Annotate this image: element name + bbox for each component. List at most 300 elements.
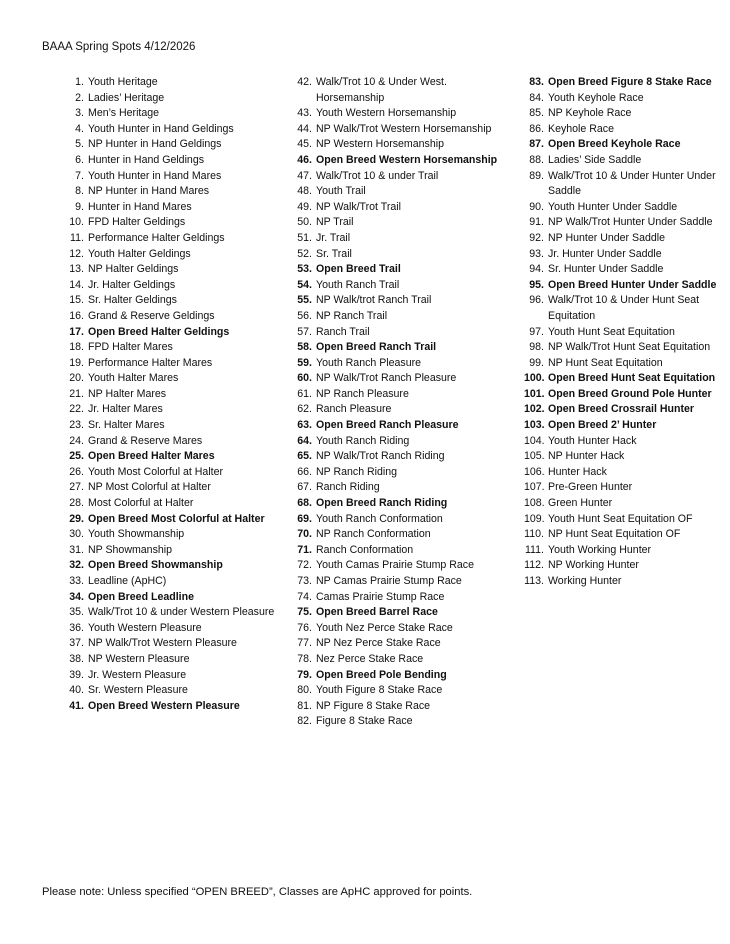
- list-item: [524, 340, 720, 356]
- item-label: Sr. Halter Geldings: [88, 294, 177, 307]
- item-number: 61.: [297, 387, 312, 400]
- item-number: 99.: [529, 356, 544, 369]
- item-label: Open Breed Ranch Riding: [316, 497, 448, 510]
- item-number: 102.: [524, 403, 545, 416]
- item-label: Youth Hunter in Hand Geldings: [88, 122, 234, 135]
- list-item: [524, 169, 720, 200]
- item-label: Youth Hunter in Hand Mares: [88, 169, 222, 182]
- item-number: 35.: [69, 606, 84, 619]
- item-number: 25.: [69, 450, 84, 463]
- item-number: 12.: [69, 247, 84, 260]
- item-number: 37.: [69, 637, 84, 650]
- item-label: Open Breed Western Pleasure: [88, 699, 240, 712]
- item-number: 109.: [524, 512, 545, 525]
- item-number: 27.: [69, 481, 84, 494]
- item-number: 17.: [69, 325, 84, 338]
- list-item: [290, 387, 516, 403]
- list-item: [62, 293, 284, 309]
- class-list-column-1: [62, 75, 284, 714]
- list-item: [62, 91, 284, 107]
- list-item: [290, 480, 516, 496]
- item-label: NP Halter Mares: [88, 387, 167, 400]
- item-number: 83.: [529, 76, 544, 88]
- item-label: Open Breed Keyhole Race: [548, 138, 681, 151]
- item-label: Youth Ranch Conformation: [316, 512, 443, 525]
- item-number: 7.: [75, 169, 84, 182]
- item-label: Youth Working Hunter: [548, 543, 652, 556]
- item-label: Open Breed Ground Pole Hunter: [548, 387, 712, 400]
- item-number: 86.: [529, 122, 544, 135]
- item-number: 104.: [524, 434, 545, 447]
- item-label: NP Walk/Trot Western Pleasure: [88, 637, 237, 650]
- item-number: 20.: [69, 372, 84, 385]
- list-item: [290, 153, 516, 169]
- item-label: FPD Halter Geldings: [88, 216, 186, 229]
- list-item: [524, 543, 720, 559]
- list-item: [524, 496, 720, 512]
- item-label: Grand & Reserve Mares: [88, 434, 203, 447]
- item-label: NP Figure 8 Stake Race: [316, 699, 431, 712]
- item-label: Leadline (ApHC): [88, 575, 167, 587]
- item-number: 38.: [69, 652, 84, 665]
- item-label: NP Walk/Trot Hunter Under Saddle: [548, 216, 713, 229]
- item-label: Youth Hunter Under Saddle: [548, 200, 678, 213]
- item-label: Youth Hunter Hack: [548, 434, 637, 447]
- item-label: Youth Western Pleasure: [88, 621, 202, 634]
- list-item: [62, 122, 284, 138]
- list-item: [62, 605, 284, 621]
- list-item: [524, 325, 720, 341]
- item-number: 63.: [297, 419, 312, 432]
- list-item: [62, 106, 284, 122]
- item-label: Keyhole Race: [548, 122, 614, 135]
- list-item: [290, 231, 516, 247]
- item-number: 60.: [297, 372, 312, 385]
- item-number: 48.: [297, 185, 312, 198]
- list-item: [290, 278, 516, 294]
- item-number: 32.: [69, 559, 84, 572]
- list-item: [290, 356, 516, 372]
- item-number: 41.: [69, 699, 84, 712]
- item-number: 57.: [297, 325, 312, 338]
- item-number: 64.: [297, 434, 312, 447]
- item-label: Youth Western Horsemanship: [316, 107, 457, 120]
- list-item: [62, 153, 284, 169]
- list-item: [290, 652, 516, 668]
- list-item: [62, 418, 284, 434]
- item-number: 71.: [297, 543, 312, 556]
- item-number: 91.: [529, 216, 544, 229]
- item-label: Open Breed Western Horsemanship: [316, 153, 498, 166]
- item-number: 77.: [297, 637, 312, 650]
- item-number: 69.: [297, 512, 312, 525]
- item-label: Walk/Trot 10 & Under Hunt Seat Equitation: [548, 294, 700, 322]
- item-number: 3.: [75, 107, 84, 120]
- list-item: [62, 449, 284, 465]
- item-number: 21.: [69, 387, 84, 400]
- list-item: [290, 558, 516, 574]
- list-item: [524, 122, 720, 138]
- item-number: 16.: [69, 309, 84, 322]
- item-number: 13.: [69, 263, 84, 276]
- list-item: [524, 371, 720, 387]
- item-number: 36.: [69, 621, 84, 634]
- list-item: [524, 465, 720, 481]
- class-list-column-3: [524, 75, 720, 590]
- item-label: Figure 8 Stake Race: [316, 715, 413, 728]
- list-item: [290, 184, 516, 200]
- item-number: 73.: [297, 575, 312, 587]
- list-item: [62, 621, 284, 637]
- item-label: NP Nez Perce Stake Race: [316, 637, 441, 650]
- item-number: 55.: [297, 294, 312, 307]
- list-item: [62, 184, 284, 200]
- item-number: 94.: [529, 263, 544, 276]
- item-label: Open Breed Leadline: [88, 590, 194, 603]
- item-number: 45.: [297, 138, 312, 151]
- item-number: 50.: [297, 216, 312, 229]
- list-item: [524, 215, 720, 231]
- list-item: [62, 278, 284, 294]
- item-label: Youth Halter Mares: [88, 372, 179, 385]
- item-label: NP Hunter Hack: [548, 450, 625, 463]
- list-item: [290, 621, 516, 637]
- item-label: Sr. Trail: [316, 247, 352, 260]
- list-item: [524, 449, 720, 465]
- list-item: [62, 465, 284, 481]
- item-label: Open Breed Halter Mares: [88, 450, 215, 463]
- list-item: [524, 153, 720, 169]
- item-label: NP Working Hunter: [548, 559, 639, 572]
- list-item: [62, 75, 284, 91]
- list-item: [524, 418, 720, 434]
- item-number: 110.: [524, 528, 544, 541]
- item-number: 2.: [75, 91, 84, 104]
- item-number: 44.: [297, 122, 312, 135]
- list-item: [524, 356, 720, 372]
- list-item: [62, 231, 284, 247]
- list-item: [524, 387, 720, 403]
- item-label: Open Breed Hunt Seat Equitation: [548, 372, 716, 385]
- list-item: [524, 91, 720, 107]
- list-item: [524, 293, 720, 324]
- item-number: 105.: [524, 450, 545, 463]
- item-number: 81.: [297, 699, 312, 712]
- item-number: 101.: [524, 387, 545, 400]
- list-item: [62, 262, 284, 278]
- list-item: [62, 371, 284, 387]
- item-number: 47.: [297, 169, 312, 182]
- item-label: Sr. Hunter Under Saddle: [548, 263, 664, 276]
- list-item: [290, 325, 516, 341]
- list-item: [290, 340, 516, 356]
- list-item: [290, 527, 516, 543]
- item-number: 54.: [297, 278, 312, 291]
- list-item: [290, 169, 516, 185]
- list-item: [62, 496, 284, 512]
- item-label: Youth Ranch Riding: [316, 434, 410, 447]
- list-item: [62, 574, 284, 590]
- item-number: 43.: [297, 107, 312, 120]
- list-item: [62, 200, 284, 216]
- item-label: NP Walk/Trot Ranch Pleasure: [316, 372, 457, 385]
- item-number: 89.: [529, 169, 544, 182]
- list-item: [62, 683, 284, 699]
- list-item: [290, 200, 516, 216]
- item-number: 98.: [529, 341, 544, 354]
- list-item: [62, 402, 284, 418]
- item-label: NP Ranch Riding: [316, 465, 398, 478]
- item-label: Youth Most Colorful at Halter: [88, 465, 224, 478]
- item-label: Youth Ranch Pleasure: [316, 356, 422, 369]
- item-label: Open Breed Ranch Pleasure: [316, 419, 459, 432]
- list-item: [62, 137, 284, 153]
- item-number: 18.: [69, 341, 84, 354]
- item-number: 58.: [297, 341, 312, 354]
- item-number: 80.: [297, 684, 312, 697]
- item-number: 88.: [529, 153, 544, 166]
- list-item: [62, 309, 284, 325]
- item-number: 15.: [69, 294, 84, 307]
- item-number: 113.: [524, 575, 544, 587]
- item-label: NP Hunter in Hand Geldings: [88, 138, 222, 151]
- list-item: [290, 247, 516, 263]
- item-label: Open Breed Showmanship: [88, 559, 223, 572]
- list-item: [290, 106, 516, 122]
- list-item: [524, 137, 720, 153]
- item-number: 72.: [297, 559, 312, 572]
- list-item: [62, 340, 284, 356]
- item-label: Open Breed Pole Bending: [316, 668, 447, 681]
- item-label: Men’s Heritage: [88, 107, 160, 120]
- list-item: [62, 434, 284, 450]
- list-item: [62, 527, 284, 543]
- item-number: 4.: [75, 122, 84, 135]
- item-label: Ranch Conformation: [316, 543, 414, 556]
- list-item: [290, 543, 516, 559]
- item-label: Hunter in Hand Geldings: [88, 153, 205, 166]
- list-item: [290, 402, 516, 418]
- item-label: Open Breed 2’ Hunter: [548, 419, 657, 432]
- item-label: NP Hunter Under Saddle: [548, 231, 665, 244]
- list-item: [524, 558, 720, 574]
- item-number: 59.: [297, 356, 312, 369]
- item-label: Youth Trail: [316, 185, 366, 198]
- item-label: Youth Hunt Seat Equitation OF: [548, 512, 693, 525]
- item-number: 66.: [297, 465, 312, 478]
- item-number: 52.: [297, 247, 312, 260]
- item-label: NP Halter Geldings: [88, 263, 179, 276]
- item-label: Ladies’ Side Saddle: [548, 153, 642, 166]
- list-item: [524, 527, 720, 543]
- item-number: 62.: [297, 403, 312, 416]
- item-label: Open Breed Halter Geldings: [88, 325, 230, 338]
- item-label: Youth Keyhole Race: [548, 91, 644, 104]
- item-number: 65.: [297, 450, 312, 463]
- list-item: [62, 480, 284, 496]
- item-label: Open Breed Ranch Trail: [316, 341, 437, 354]
- item-number: 34.: [69, 590, 84, 603]
- item-number: 10.: [69, 216, 84, 229]
- item-label: NP Most Colorful at Halter: [88, 481, 211, 494]
- item-label: Walk/Trot 10 & Under West. Horsemanship: [316, 76, 447, 104]
- item-number: 74.: [297, 590, 312, 603]
- item-label: NP Showmanship: [88, 543, 173, 556]
- item-label: Walk/Trot 10 & under Trail: [316, 169, 439, 182]
- item-number: 46.: [297, 153, 312, 166]
- list-item: [524, 480, 720, 496]
- list-item: [290, 574, 516, 590]
- item-number: 108.: [524, 497, 545, 510]
- item-label: Sr. Halter Mares: [88, 419, 165, 432]
- list-item: [524, 200, 720, 216]
- list-item: [290, 449, 516, 465]
- item-number: 19.: [69, 356, 84, 369]
- item-label: NP Camas Prairie Stump Race: [316, 575, 462, 587]
- item-number: 75.: [297, 606, 312, 619]
- item-number: 5.: [75, 138, 84, 151]
- list-item: [524, 402, 720, 418]
- item-number: 39.: [69, 668, 84, 681]
- item-number: 79.: [297, 668, 312, 681]
- item-number: 93.: [529, 247, 544, 260]
- list-item: [62, 543, 284, 559]
- item-label: NP Keyhole Race: [548, 107, 632, 120]
- list-item: [524, 262, 720, 278]
- item-label: NP Ranch Pleasure: [316, 387, 409, 400]
- item-number: 11.: [70, 231, 84, 244]
- item-number: 92.: [529, 231, 544, 244]
- list-item: [62, 590, 284, 606]
- list-item: [62, 636, 284, 652]
- item-label: NP Hunt Seat Equitation: [548, 356, 663, 369]
- list-item: [290, 465, 516, 481]
- item-number: 106.: [524, 465, 545, 478]
- item-number: 24.: [69, 434, 84, 447]
- list-item: [290, 512, 516, 528]
- item-label: FPD Halter Mares: [88, 341, 173, 354]
- item-label: Ranch Riding: [316, 481, 380, 494]
- item-number: 78.: [297, 652, 312, 665]
- item-label: Hunter in Hand Mares: [88, 200, 192, 213]
- item-label: NP Western Pleasure: [88, 652, 190, 665]
- item-label: Youth Heritage: [88, 76, 158, 88]
- item-number: 97.: [529, 325, 544, 338]
- list-item: [524, 247, 720, 263]
- list-item: [62, 512, 284, 528]
- item-label: NP Walk/Trot Ranch Riding: [316, 450, 445, 463]
- item-number: 90.: [529, 200, 544, 213]
- list-item: [524, 231, 720, 247]
- item-label: NP Trail: [316, 216, 354, 229]
- item-label: Grand & Reserve Geldings: [88, 309, 215, 322]
- item-label: Youth Camas Prairie Stump Race: [316, 559, 475, 572]
- item-number: 82.: [297, 715, 312, 728]
- item-label: Working Hunter: [548, 575, 622, 587]
- item-label: Youth Halter Geldings: [88, 247, 191, 260]
- item-number: 56.: [297, 309, 312, 322]
- item-number: 23.: [69, 419, 84, 432]
- list-item: [62, 652, 284, 668]
- item-label: Open Breed Trail: [316, 263, 401, 276]
- footer-note: Please note: Unless specified “OPEN BREED”, Classes are ApHC approved for points.: [42, 886, 473, 898]
- item-label: Youth Hunt Seat Equitation: [548, 325, 675, 338]
- list-item: [62, 699, 284, 715]
- list-item: [62, 215, 284, 231]
- item-number: 70.: [297, 528, 312, 541]
- list-item: [290, 605, 516, 621]
- item-label: Jr. Halter Mares: [88, 403, 163, 416]
- item-number: 40.: [69, 684, 84, 697]
- item-label: NP Hunt Seat Equitation OF: [548, 528, 681, 541]
- item-number: 51.: [297, 231, 312, 244]
- item-label: Youth Ranch Trail: [316, 278, 400, 291]
- list-item: [290, 699, 516, 715]
- item-label: Walk/Trot 10 & Under Hunter Under Saddle: [548, 169, 716, 198]
- item-number: 28.: [69, 497, 84, 510]
- list-item: [290, 496, 516, 512]
- item-number: 30.: [69, 528, 84, 541]
- item-number: 33.: [69, 575, 84, 587]
- list-item: [524, 106, 720, 122]
- list-item: [290, 137, 516, 153]
- list-item: [290, 75, 516, 106]
- list-item: [62, 169, 284, 185]
- list-item: [290, 683, 516, 699]
- class-list-column-2: [290, 75, 516, 730]
- item-label: Jr. Trail: [316, 231, 351, 244]
- list-item: [524, 434, 720, 450]
- item-label: Hunter Hack: [548, 465, 607, 478]
- list-item: [290, 309, 516, 325]
- item-label: NP Walk/trot Ranch Trail: [316, 294, 432, 307]
- list-item: [290, 668, 516, 684]
- list-item: [62, 356, 284, 372]
- item-label: Jr. Hunter Under Saddle: [548, 247, 662, 260]
- list-item: [290, 714, 516, 730]
- item-label: Ranch Trail: [316, 325, 370, 338]
- item-label: Ladies’ Heritage: [88, 91, 165, 104]
- item-label: Nez Perce Stake Race: [316, 652, 424, 665]
- item-label: Open Breed Figure 8 Stake Race: [548, 76, 712, 88]
- item-number: 31.: [69, 543, 84, 556]
- item-label: Camas Prairie Stump Race: [316, 590, 445, 603]
- list-item: [290, 371, 516, 387]
- list-item: [290, 434, 516, 450]
- list-item: [290, 215, 516, 231]
- item-label: Ranch Pleasure: [316, 403, 392, 416]
- list-item: [62, 387, 284, 403]
- item-label: Most Colorful at Halter: [88, 497, 194, 510]
- list-item: [524, 512, 720, 528]
- item-number: 112.: [524, 559, 544, 572]
- item-label: NP Walk/Trot Trail: [316, 200, 401, 213]
- item-number: 100.: [524, 372, 545, 385]
- item-label: Sr. Western Pleasure: [88, 684, 188, 697]
- item-label: Jr. Western Pleasure: [88, 668, 187, 681]
- item-label: Open Breed Barrel Race: [316, 606, 438, 619]
- list-item: [524, 574, 720, 590]
- item-label: NP Western Horsemanship: [316, 138, 444, 151]
- item-number: 84.: [529, 91, 544, 104]
- item-number: 85.: [529, 107, 544, 120]
- item-number: 6.: [75, 153, 84, 166]
- item-number: 111.: [524, 543, 544, 556]
- item-number: 67.: [297, 481, 312, 494]
- list-item: [290, 418, 516, 434]
- item-number: 8.: [75, 185, 84, 198]
- item-number: 103.: [524, 419, 545, 432]
